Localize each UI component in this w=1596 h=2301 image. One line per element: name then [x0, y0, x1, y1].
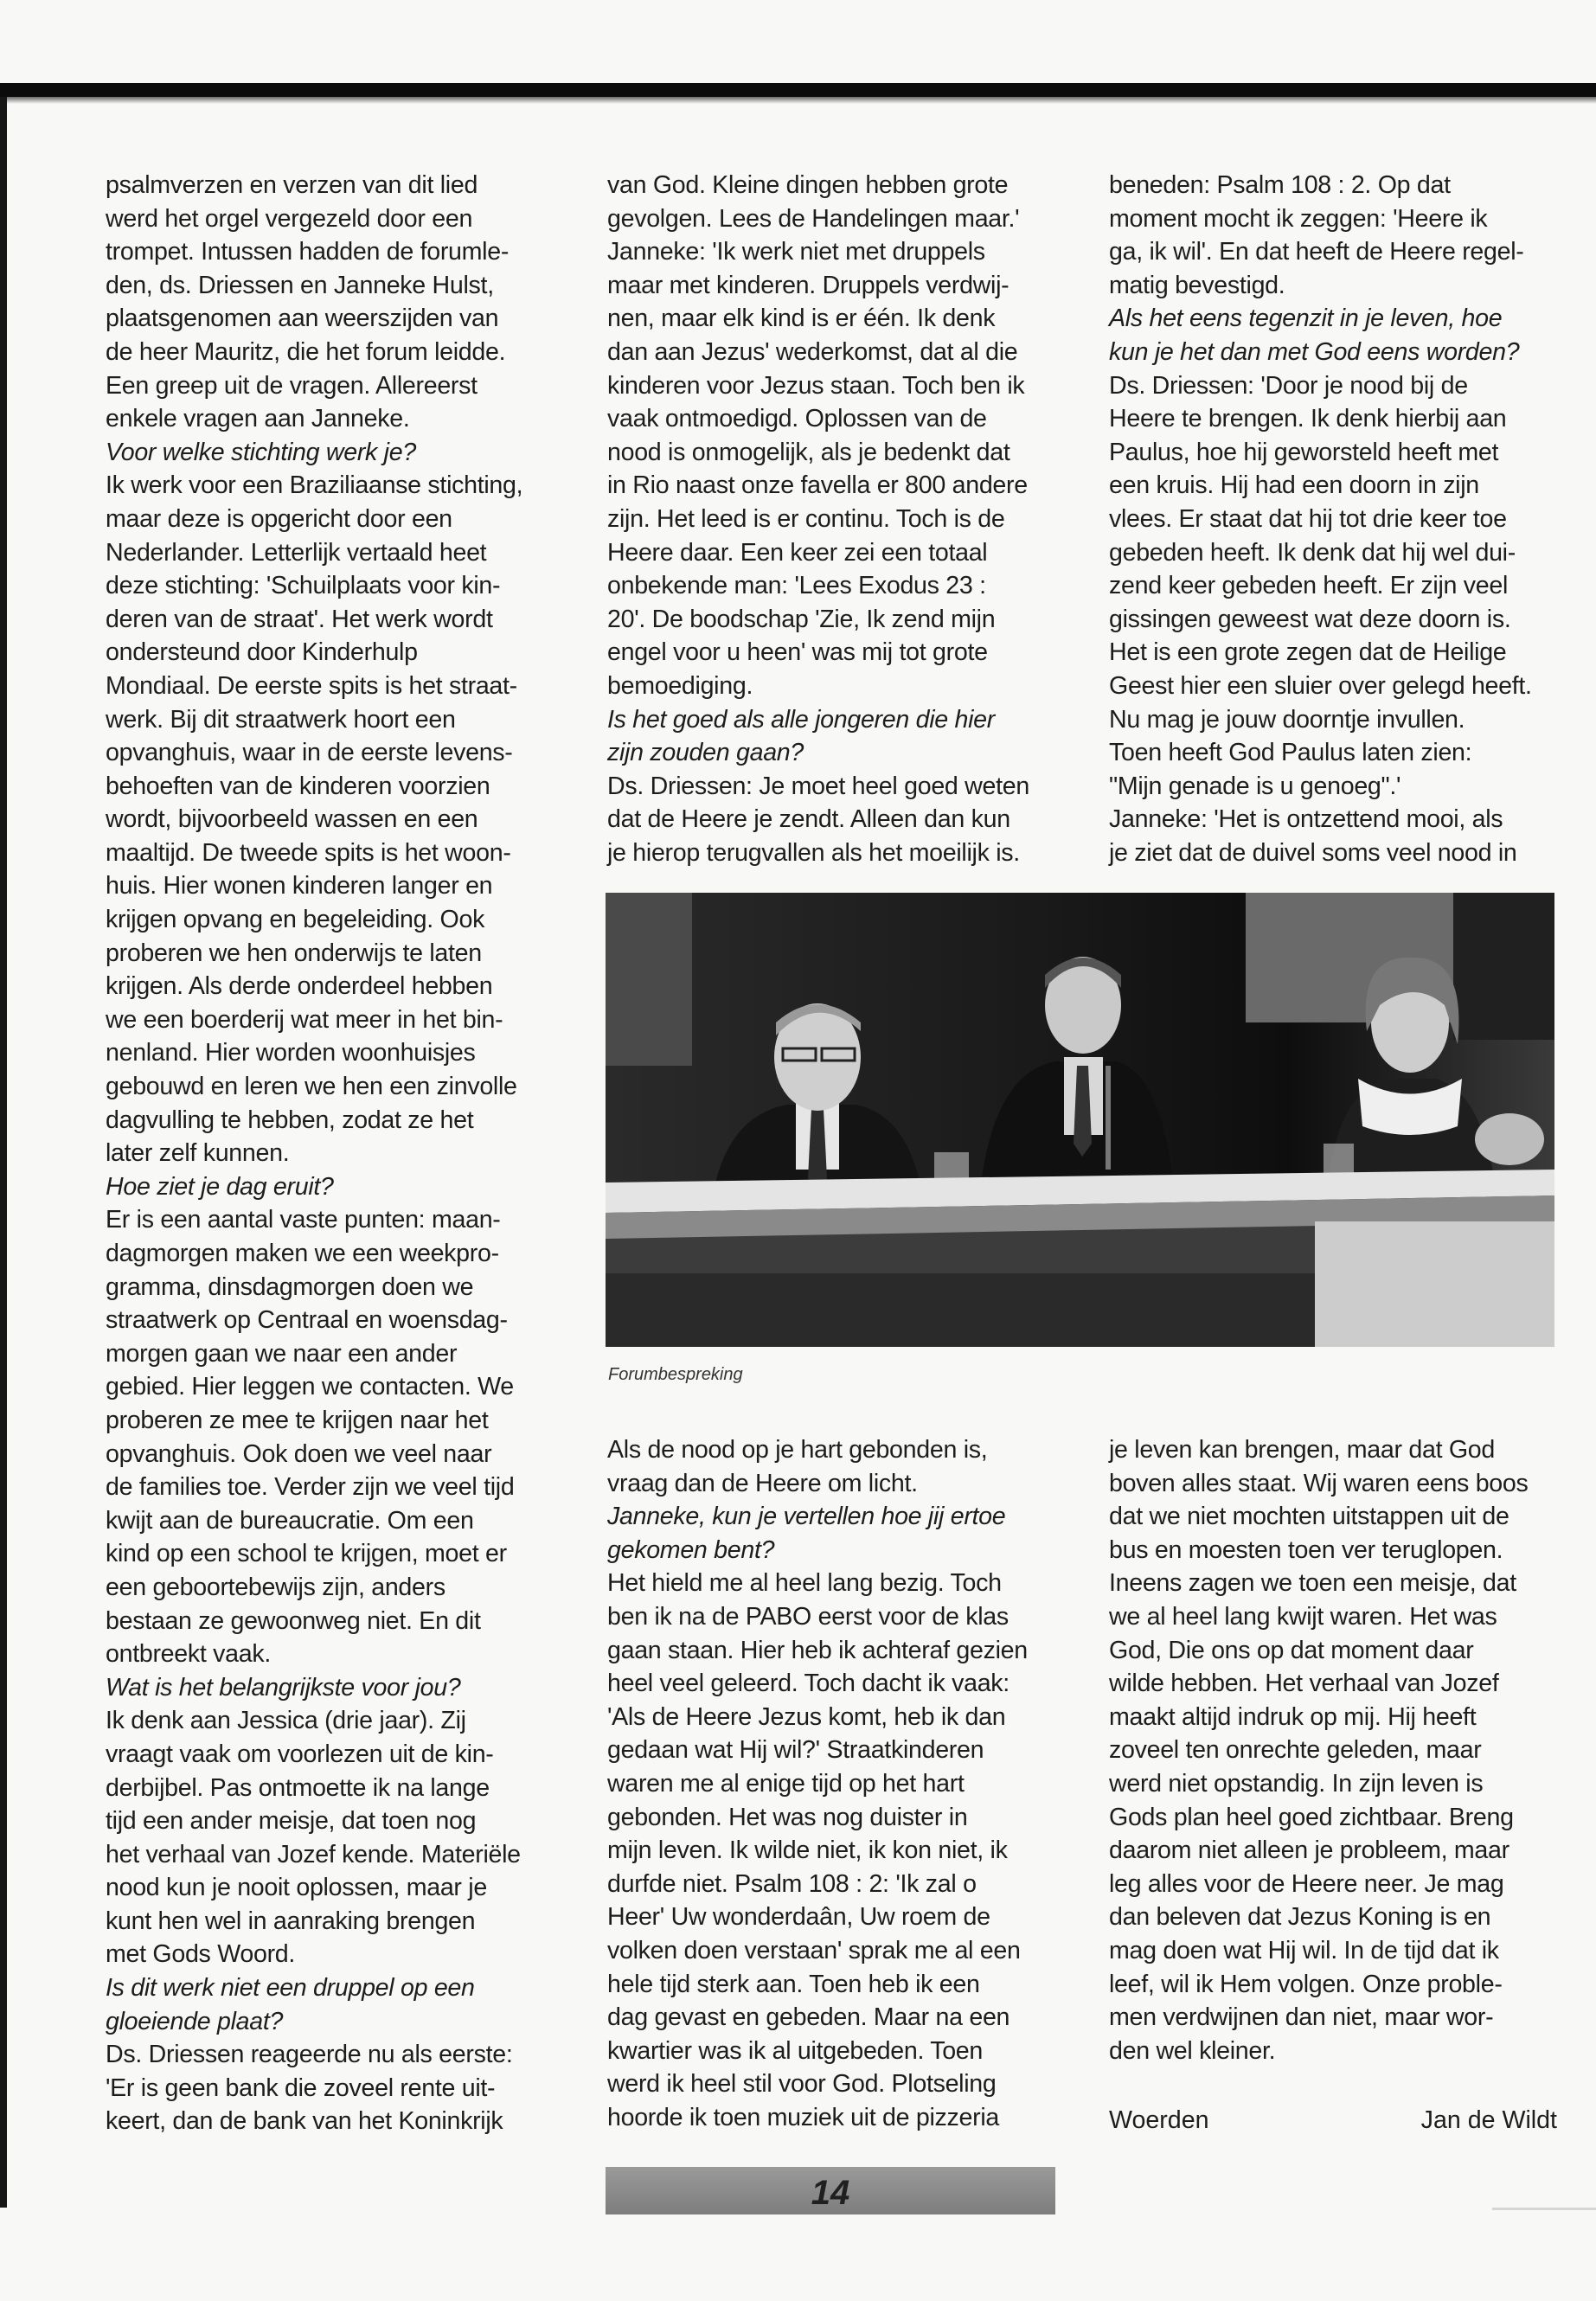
- text-line: God, Die ons op dat moment daar: [1109, 1636, 1474, 1664]
- text-line: hoorde ik toen muziek uit de pizzeria: [607, 2103, 1000, 2131]
- text-line: behoeften van de kinderen voorzien: [106, 772, 490, 800]
- question-line: Hoe ziet je dag eruit?: [106, 1172, 334, 1201]
- text-column-3: [1109, 169, 1559, 869]
- text-line: Ds. Driessen: 'Door je nood bij de: [1109, 371, 1468, 400]
- photo-caption: Forumbespreking: [608, 1365, 743, 1384]
- text-line: tijd een ander meisje, dat toen nog: [106, 1807, 477, 1836]
- text-line: krijgen opvang en begeleiding. Ook: [106, 906, 485, 934]
- text-line: Een greep uit de vragen. Allereerst: [106, 371, 478, 400]
- text-line: we een boerderij wat meer in het bin-: [106, 1005, 503, 1034]
- text-line: werk. Bij dit straatwerk hoort een: [106, 705, 456, 734]
- text-line: 'Er is geen bank die zoveel rente uit-: [106, 2073, 496, 2102]
- text-line: Ik werk voor een Braziliaanse stichting,: [106, 471, 523, 500]
- text-line: krijgen. Als derde onderdeel hebben: [106, 972, 493, 1001]
- text-line: huis. Hier wonen kinderen langer en: [106, 872, 493, 901]
- text-line: dag gevast en gebeden. Maar na een: [607, 2003, 1010, 2032]
- text-line: den, ds. Driessen en Janneke Hulst,: [106, 271, 494, 299]
- text-line: bus en moesten toen ver teruglopen.: [1109, 1535, 1503, 1564]
- text-line: gissingen geweest wat deze doorn is.: [1109, 605, 1511, 633]
- question-line: Als het eens tegenzit in je leven, hoe: [1109, 304, 1503, 333]
- bottom-rule: [1492, 2208, 1596, 2210]
- text-line: nenland. Hier worden woonhuisjes: [106, 1039, 476, 1067]
- text-line: kunt hen wel in aanraking brengen: [106, 1907, 476, 1935]
- text-line: dagvulling te hebben, zodat ze het: [106, 1106, 474, 1134]
- text-line: gebied. Hier leggen we contacten. We: [106, 1373, 514, 1401]
- text-line: Het is een grote zegen dat de Heilige: [1109, 638, 1507, 667]
- text-line: we al heel lang kwijt waren. Het was: [1109, 1602, 1497, 1631]
- text-line: Ik denk aan Jessica (drie jaar). Zij: [106, 1707, 466, 1735]
- forum-photo: [606, 893, 1554, 1347]
- question-line: zijn zouden gaan?: [607, 739, 804, 767]
- text-line: moment mocht ik zeggen: 'Heere ik: [1109, 204, 1488, 233]
- text-line: hele tijd sterk aan. Toen heb ik een: [607, 1970, 980, 1998]
- text-line: kinderen voor Jezus staan. Toch ben ik: [607, 371, 1025, 400]
- text-column-5: [1109, 1433, 1559, 2067]
- text-line: werd ik heel stil voor God. Plotseling: [607, 2070, 997, 2099]
- text-line: vraagt vaak om voorlezen uit de kin-: [106, 1740, 494, 1768]
- text-line: wordt, bijvoorbeeld wassen en een: [106, 805, 478, 834]
- text-line: 'Als de Heere Jezus komt, heb ik dan: [607, 1702, 1006, 1731]
- text-line: kwartier was ik al uitgebeden. Toen: [607, 2036, 984, 2065]
- text-line: volken doen verstaan' sprak me al een: [607, 1936, 1021, 1965]
- text-line: zijn. Het leed is er continu. Toch is de: [607, 504, 1005, 533]
- text-line: de families toe. Verder zijn we veel tijd: [106, 1473, 515, 1502]
- text-line: keert, dan de bank van het Koninkrijk: [106, 2107, 503, 2136]
- text-column-1: [106, 169, 573, 2138]
- text-line: maar deze is opgericht door een: [106, 504, 452, 533]
- text-line: den wel kleiner.: [1109, 2036, 1276, 2065]
- text-line: in Rio naast onze favella er 800 andere: [607, 471, 1028, 500]
- text-line: deze stichting: 'Schuilplaats voor kin-: [106, 572, 501, 600]
- text-line: leef, wil ik Hem volgen. Onze proble-: [1109, 1970, 1503, 1998]
- text-line: je ziet dat de duivel soms veel nood in: [1109, 838, 1517, 867]
- text-line: Het hield me al heel lang bezig. Toch: [607, 1569, 1002, 1598]
- text-line: 20'. De boodschap 'Zie, Ik zend mijn: [607, 605, 996, 633]
- text-line: dan aan Jezus' wederkomst, dat al die: [607, 337, 1018, 366]
- signoff-place: Woerden: [1109, 2106, 1209, 2134]
- text-line: Janneke: 'Het is ontzettend mooi, als: [1109, 805, 1503, 834]
- left-scan-edge: [0, 97, 7, 2208]
- text-line: gebeden heeft. Ik denk dat hij wel dui-: [1109, 538, 1516, 567]
- text-line: Ds. Driessen reageerde nu als eerste:: [106, 2041, 513, 2069]
- text-line: bemoediging.: [607, 671, 753, 700]
- text-line: deren van de straat'. Het werk wordt: [106, 605, 493, 633]
- text-line: ontbreekt vaak.: [106, 1640, 272, 1669]
- question-line: Voor welke stichting werk je?: [106, 438, 416, 466]
- question-line: gekomen bent?: [607, 1535, 775, 1564]
- text-line: psalmverzen en verzen van dit lied: [106, 171, 478, 199]
- text-line: trompet. Intussen hadden de forumle-: [106, 238, 510, 266]
- text-line: daarom niet alleen je probleem, maar: [1109, 1836, 1509, 1865]
- text-line: gedaan wat Hij wil?' Straatkinderen: [607, 1736, 984, 1765]
- page-number-tab: [606, 2167, 1055, 2214]
- text-line: nen, maar elk kind is er één. Ik denk: [607, 304, 996, 333]
- text-line: werd het orgel vergezeld door een: [106, 204, 473, 233]
- text-line: Mondiaal. De eerste spits is het straat-: [106, 671, 517, 700]
- text-line: Als de nood op je hart gebonden is,: [607, 1436, 988, 1464]
- text-line: gebonden. Het was nog duister in: [607, 1803, 968, 1831]
- text-line: Geest hier een sluier over gelegd heeft.: [1109, 671, 1532, 700]
- text-line: werd niet opstandig. In zijn leven is: [1109, 1769, 1484, 1798]
- text-line: je leven kan brengen, maar dat God: [1109, 1436, 1496, 1464]
- text-line: vraag dan de Heere om licht.: [607, 1469, 918, 1497]
- text-line: proberen ze mee te krijgen naar het: [106, 1406, 489, 1434]
- question-line: kun je het dan met God eens worden?: [1109, 337, 1520, 366]
- page-number: 14: [811, 2174, 850, 2212]
- text-line: Heer' Uw wonderdaân, Uw roem de: [607, 1903, 990, 1932]
- text-line: opvanghuis. Ook doen we veel naar: [106, 1439, 492, 1468]
- text-line: je hierop terugvallen als het moeilijk is.: [607, 838, 1020, 867]
- text-line: opvanghuis, waar in de eerste levens-: [106, 739, 513, 767]
- text-line: matig bevestigd.: [1109, 271, 1285, 299]
- text-line: mijn leven. Ik wilde niet, ik kon niet, ik: [607, 1836, 1008, 1865]
- text-line: heel veel geleerd. Toch dacht ik vaak:: [607, 1670, 1010, 1698]
- text-line: derbijbel. Pas ontmoette ik na lange: [106, 1773, 490, 1802]
- text-line: maaltijd. De tweede spits is het woon-: [106, 838, 511, 867]
- text-line: de heer Mauritz, die het forum leidde.: [106, 337, 506, 366]
- text-column-4: [607, 1433, 1074, 2134]
- text-line: zoveel ten onrechte geleden, maar: [1109, 1736, 1482, 1765]
- top-border-shadow: [0, 97, 1596, 104]
- text-line: Ineens zagen we toen een meisje, dat: [1109, 1569, 1516, 1598]
- text-line: Nederlander. Letterlijk vertaald heet: [106, 538, 487, 567]
- text-line: Janneke: 'Ik werk niet met druppels: [607, 238, 985, 266]
- text-line: ben ik na de PABO eerst voor de klas: [607, 1602, 1009, 1631]
- text-line: gebouwd en leren we hen een zinvolle: [106, 1073, 517, 1101]
- text-line: dan beleven dat Jezus Koning is en: [1109, 1903, 1491, 1932]
- text-line: vaak ontmoedigd. Oplossen van de: [607, 405, 987, 433]
- text-line: straatwerk op Centraal en woensdag-: [106, 1306, 508, 1335]
- text-line: wilde hebben. Het verhaal van Jozef: [1109, 1670, 1499, 1698]
- text-line: waren me al enige tijd op het hart: [607, 1769, 965, 1798]
- text-line: beneden: Psalm 108 : 2. Op dat: [1109, 171, 1451, 199]
- top-border: [0, 83, 1596, 97]
- text-line: Nu mag je jouw doorntje invullen.: [1109, 705, 1465, 734]
- text-line: een kruis. Hij had een doorn in zijn: [1109, 471, 1479, 500]
- text-line: Gods plan heel goed zichtbaar. Breng: [1109, 1803, 1514, 1831]
- text-line: van God. Kleine dingen hebben grote: [607, 171, 1009, 199]
- text-line: men verdwijnen dan niet, maar wor-: [1109, 2003, 1494, 2032]
- text-line: proberen we hen onderwijs te laten: [106, 939, 482, 967]
- text-line: Ds. Driessen: Je moet heel goed weten: [607, 772, 1029, 800]
- text-line: maar met kinderen. Druppels verdwij-: [607, 271, 1010, 299]
- text-line: het verhaal van Jozef kende. Materiële: [106, 1840, 521, 1868]
- text-line: Heere te brengen. Ik denk hierbij aan: [1109, 405, 1507, 433]
- text-line: durfde niet. Psalm 108 : 2: 'Ik zal o: [607, 1869, 977, 1898]
- text-line: ga, ik wil'. En dat heeft de Heere regel-: [1109, 238, 1524, 266]
- text-line: ondersteund door Kinderhulp: [106, 638, 418, 667]
- text-line: dat de Heere je zendt. Alleen dan kun: [607, 805, 1010, 834]
- signoff-author: Jan de Wildt: [1420, 2106, 1557, 2134]
- text-line: Er is een aantal vaste punten: maan-: [106, 1206, 501, 1234]
- text-line: "Mijn genade is u genoeg".': [1109, 772, 1401, 800]
- question-line: Janneke, kun je vertellen hoe jij ertoe: [607, 1503, 1006, 1531]
- text-line: later zelf kunnen.: [106, 1139, 290, 1168]
- text-line: plaatsgenomen aan weerszijden van: [106, 304, 499, 333]
- question-line: Is dit werk niet een druppel op een: [106, 1974, 475, 2003]
- text-line: boven alles staat. Wij waren eens boos: [1109, 1469, 1529, 1497]
- text-line: dagmorgen maken we een weekpro-: [106, 1240, 499, 1267]
- text-line: gevolgen. Lees de Handelingen maar.': [607, 204, 1020, 233]
- question-line: Is het goed als alle jongeren die hier: [607, 705, 995, 734]
- text-line: zend keer gebeden heeft. Er zijn veel: [1109, 572, 1509, 600]
- text-line: nood kun je nooit oplossen, maar je: [106, 1874, 487, 1902]
- text-line: kwijt aan de bureaucratie. Om een: [106, 1506, 474, 1535]
- text-line: engel voor u heen' was mij tot grote: [607, 638, 988, 667]
- text-line: bestaan ze gewoonweg niet. En dit: [106, 1606, 481, 1635]
- text-line: gaan staan. Hier heb ik achteraf gezien: [607, 1636, 1028, 1664]
- text-column-2: [607, 169, 1074, 869]
- question-line: Wat is het belangrijkste voor jou?: [106, 1673, 461, 1702]
- text-line: maakt altijd indruk op mij. Hij heeft: [1109, 1702, 1477, 1731]
- text-line: morgen gaan we naar een ander: [106, 1339, 458, 1368]
- text-line: onbekende man: 'Lees Exodus 23 :: [607, 572, 986, 600]
- text-line: mag doen wat Hij wil. In de tijd dat ik: [1109, 1936, 1499, 1965]
- text-line: Paulus, hoe hij geworsteld heeft met: [1109, 438, 1499, 466]
- text-line: gramma, dinsdagmorgen doen we: [106, 1272, 474, 1301]
- text-line: dat we niet mochten uitstappen uit de: [1109, 1503, 1509, 1531]
- text-line: enkele vragen aan Janneke.: [106, 405, 410, 433]
- question-line: gloeiende plaat?: [106, 2007, 284, 2035]
- text-line: kind op een school te krijgen, moet er: [106, 1540, 507, 1568]
- text-line: Heere daar. Een keer zei een totaal: [607, 538, 988, 567]
- text-line: met Gods Woord.: [106, 1940, 296, 1969]
- text-line: nood is onmogelijk, als je bedenkt dat: [607, 438, 1010, 466]
- text-line: vlees. Er staat dat hij tot drie keer toe: [1109, 504, 1507, 533]
- text-line: Toen heeft God Paulus laten zien:: [1109, 739, 1472, 767]
- text-line: een geboortebewijs zijn, anders: [106, 1573, 445, 1601]
- text-line: leg alles voor de Heere neer. Je mag: [1109, 1869, 1504, 1898]
